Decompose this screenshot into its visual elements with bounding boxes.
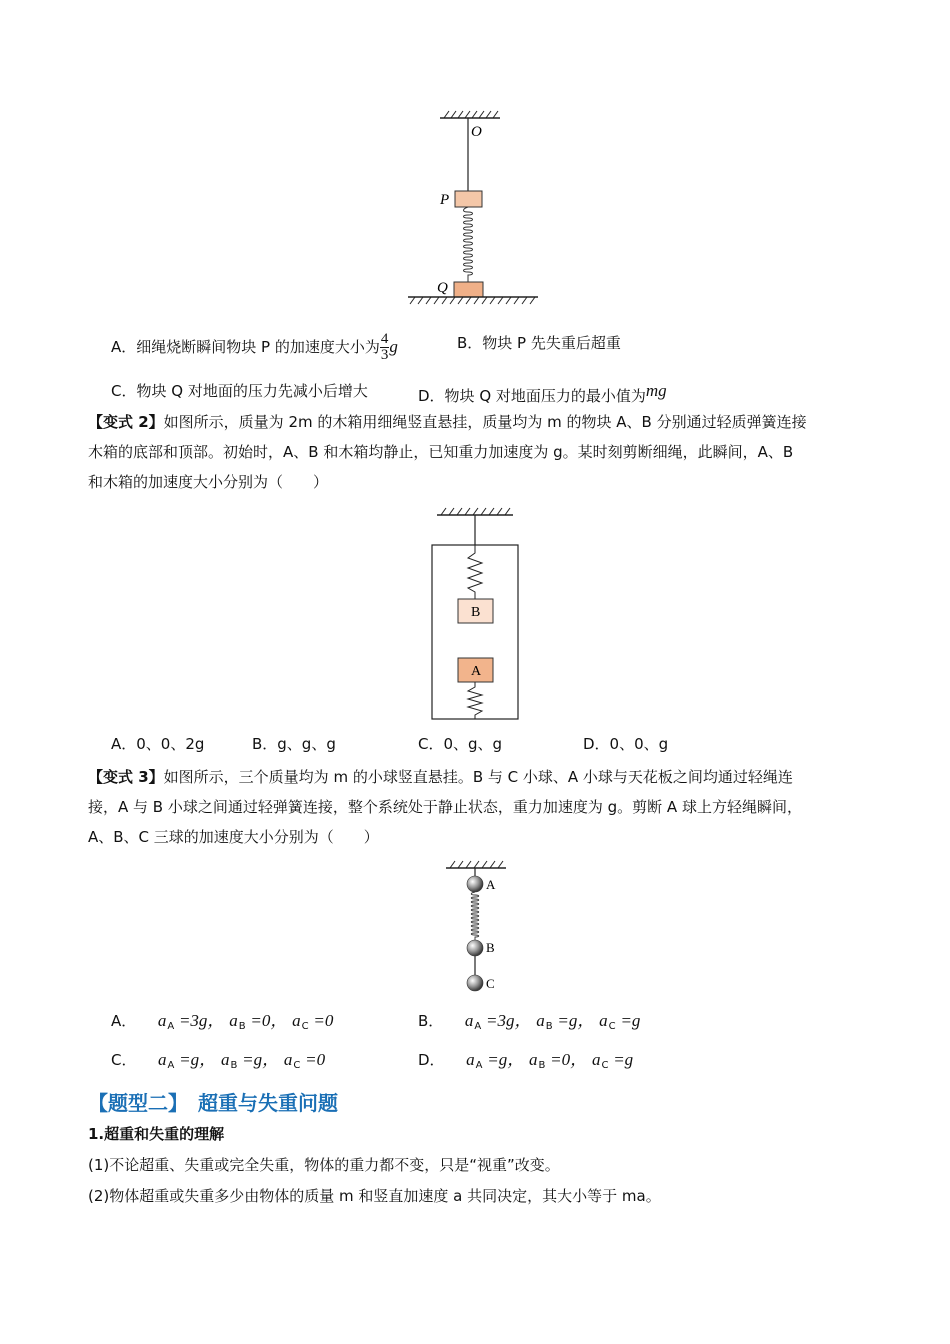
v3-line2: 接，A 与 B 小球之间通过轻弹簧连接，整个系统处于静止状态，重力加速度为 g。剪断 A 球上方轻绳瞬间， xyxy=(88,798,802,816)
var-g: g xyxy=(389,337,398,356)
fraction-numerator: 4 xyxy=(380,331,389,347)
sub-a: A xyxy=(475,1060,483,1071)
v3-b-val-1: =3g， xyxy=(485,1011,532,1030)
v3-c-val-2: =g， xyxy=(242,1050,280,1069)
v3-option-b-label: B． xyxy=(418,1012,444,1030)
q1-option-c: C．物块 Q 对地面的压力先减小后增大 xyxy=(111,382,368,400)
v2-tag: 【变式 2】 xyxy=(88,413,164,431)
box-a-label: A xyxy=(471,664,482,679)
v2-line3: 和木箱的加速度大小分别为（ ） xyxy=(88,473,329,491)
q1-option-d-text: D．物块 Q 对地面压力的最小值为 xyxy=(418,387,646,405)
v3-tag: 【变式 3】 xyxy=(88,768,164,786)
label-o: O xyxy=(471,124,482,140)
var-a: a xyxy=(229,1011,238,1030)
ball-a-label: A xyxy=(486,877,496,892)
v3-option-b xyxy=(418,1010,640,1038)
v2-option-d: D．0、0、g xyxy=(583,735,669,753)
v3-option-c xyxy=(111,1049,325,1077)
fraction xyxy=(380,332,390,363)
section-paragraph-1: (1)不论超重、失重或完全失重，物体的重力都不变，只是“视重”改变。 xyxy=(88,1156,560,1174)
v3-c-val-1: =g， xyxy=(179,1050,217,1069)
sub-b: B xyxy=(238,1021,246,1032)
v3-d-val-1: =g， xyxy=(487,1050,525,1069)
v2-line2: 木箱的底部和顶部。初始时，A、B 和木箱均静止，已知重力加速度为 g。某时刻剪断细绳，此瞬间，A、B xyxy=(88,443,794,461)
var-a: a xyxy=(464,1011,474,1030)
figure-rope-spring xyxy=(400,108,550,308)
v3-a-val-2: =0， xyxy=(250,1011,288,1030)
box-b-label: B xyxy=(471,605,481,620)
sub-a: A xyxy=(167,1060,175,1071)
v3-b-val-3: =g xyxy=(620,1011,641,1030)
v2-option-c: C．0、g、g xyxy=(418,735,503,753)
ball-b-label: B xyxy=(486,940,495,955)
var-a: a xyxy=(157,1011,167,1030)
v3-b-val-2: =g， xyxy=(557,1011,595,1030)
var-a: a xyxy=(283,1050,293,1069)
section-paragraph-2: (2)物体超重或失重多少由物体的质量 m 和竖直加速度 a 共同决定，其大小等于 ma。 xyxy=(88,1187,661,1205)
v2-option-b: B．g、g、g xyxy=(252,735,336,753)
ball-c-label: C xyxy=(486,976,495,991)
section-heading: 【题型二】 超重与失重问题 xyxy=(88,1091,338,1115)
figure-balls xyxy=(440,858,520,1000)
var-a: a xyxy=(158,1050,167,1069)
q1-option-a-text: A．细绳烧断瞬间物块 P 的加速度大小为 xyxy=(111,338,380,356)
v3-c-val-3: =0 xyxy=(305,1050,326,1069)
section-subheading: 1.超重和失重的理解 xyxy=(88,1125,225,1143)
label-p: P xyxy=(440,192,450,208)
sub-a: A xyxy=(474,1021,482,1032)
sub-c: C xyxy=(608,1021,616,1032)
label-q: Q xyxy=(437,280,448,296)
v3-option-d-label: D． xyxy=(418,1051,445,1069)
v3-d-val-2: =0， xyxy=(550,1050,588,1069)
var-a: a xyxy=(529,1050,538,1069)
figure-box-springs xyxy=(425,503,525,725)
var-mg: mg xyxy=(645,381,667,400)
v3-option-a xyxy=(111,1010,333,1038)
v2-option-a: A．0、0、2g xyxy=(111,735,205,753)
var-a: a xyxy=(466,1050,475,1069)
sub-b: B xyxy=(230,1060,238,1071)
v3-option-a-label: A． xyxy=(111,1012,137,1030)
v3-d-val-3: =g xyxy=(613,1050,634,1069)
var-a: a xyxy=(292,1011,301,1030)
sub-b: B xyxy=(538,1060,546,1071)
sub-c: C xyxy=(293,1060,301,1071)
q1-option-a xyxy=(111,332,398,363)
v3-a-val-1: =3g， xyxy=(178,1011,225,1030)
q1-option-d xyxy=(418,380,667,407)
v3-line1: 如图所示，三个质量均为 m 的小球竖直悬挂。B 与 C 小球、A 小球与天花板之间均通过轻绳连 xyxy=(163,768,793,786)
var-a: a xyxy=(536,1011,545,1030)
fraction-denominator: 3 xyxy=(380,347,389,363)
var-a: a xyxy=(599,1011,608,1030)
q1-option-b: B．物块 P 先失重后超重 xyxy=(457,334,621,352)
v3-a-val-3: =0 xyxy=(313,1011,334,1030)
v2-line1: 如图所示，质量为 2m 的木箱用细绳竖直悬挂，质量均为 m 的物块 A、B 分别通过轻质弹簧连接 xyxy=(163,413,807,431)
v3-option-c-label: C． xyxy=(111,1051,137,1069)
v2-question xyxy=(88,407,868,497)
v3-line3: A、B、C 三球的加速度大小分别为（ ） xyxy=(88,828,379,846)
var-a: a xyxy=(591,1050,601,1069)
v3-question xyxy=(88,762,868,852)
v3-option-d xyxy=(418,1049,633,1077)
var-a: a xyxy=(220,1050,230,1069)
sub-b: B xyxy=(545,1021,553,1032)
sub-a: A xyxy=(167,1021,175,1032)
sub-c: C xyxy=(301,1021,309,1032)
sub-c: C xyxy=(601,1060,609,1071)
